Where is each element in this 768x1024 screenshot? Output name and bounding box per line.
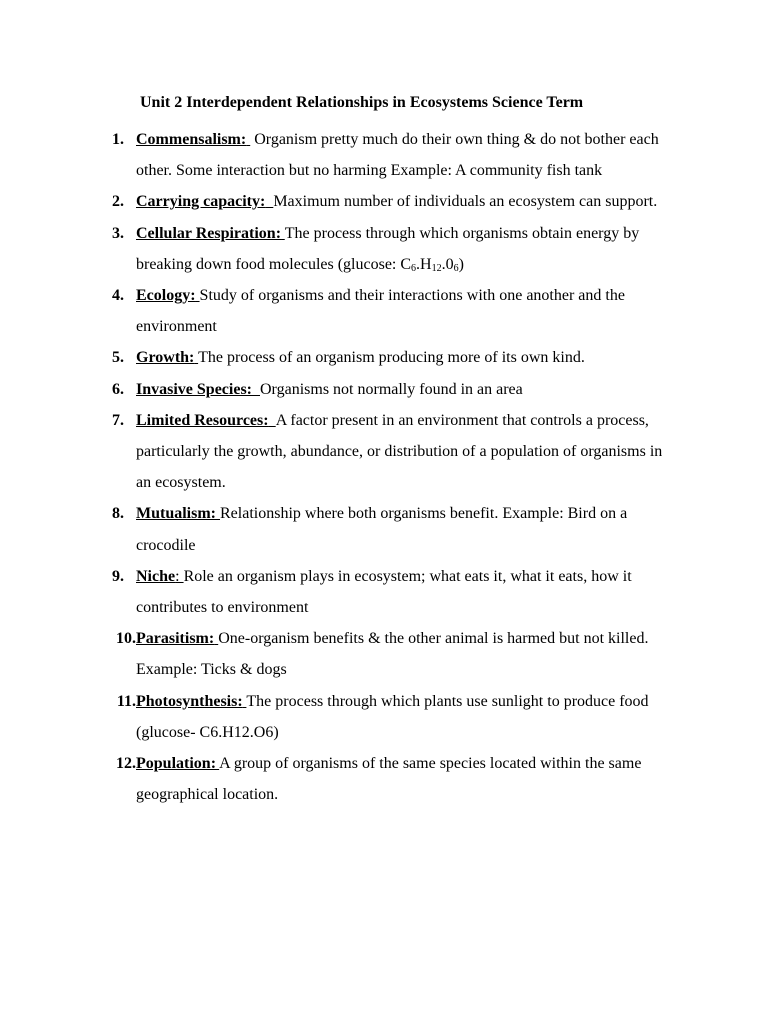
term-item-commensalism	[0, 124, 681, 186]
term-label: Growth:	[136, 349, 195, 367]
formula-subscript: 12	[431, 262, 442, 274]
term-label: Niche	[136, 567, 176, 585]
term-item-carrying-capacity	[0, 186, 681, 217]
term-item-niche	[0, 561, 681, 623]
term-definition: One-organism benefits & the other animal is harmed but not killed. Example: Ticks & dogs	[136, 630, 649, 679]
term-label: Limited Resources:	[136, 411, 269, 429]
term-label: Cellular Respiration:	[136, 224, 282, 242]
term-item-cellular-respiration	[0, 218, 681, 280]
term-number: 2.	[112, 193, 124, 211]
term-definition: Organism pretty much do their own thing & do not bother each other. Some interaction but no harming Example: A community fish tank	[136, 131, 659, 180]
term-item-invasive-species	[0, 374, 681, 405]
term-label: Commensalism:	[136, 131, 247, 148]
term-definition: The process through which plants use sunlight to produce food (glucose- C6.H12.O6)	[136, 692, 649, 741]
term-definition: The process through which organisms obtain energy by breaking down food molecules (glucose: C	[136, 224, 640, 273]
formula-subscript: 6	[453, 262, 459, 274]
term-label: Population:	[136, 755, 217, 773]
term-item-ecology	[0, 280, 681, 342]
term-definition: Study of organisms and their interactions with one another and the environment	[136, 287, 625, 336]
term-number: 4.	[112, 287, 124, 305]
term-definition: Organisms not normally found in an area	[260, 380, 523, 398]
term-gap	[246, 131, 250, 148]
term-number: 3.	[112, 224, 124, 242]
term-number: 11.	[116, 692, 136, 710]
term-label: Carrying capacity:	[136, 193, 266, 211]
term-definition: A group of organisms of the same species located within the same geographical location.	[136, 755, 642, 804]
formula-text: )	[458, 255, 464, 273]
term-number: 9.	[112, 567, 124, 585]
term-number: 12.	[116, 755, 136, 773]
term-label: Ecology:	[136, 287, 196, 305]
formula-text: .0	[441, 255, 454, 273]
term-label: Photosynthesis:	[136, 692, 243, 710]
term-gap	[252, 381, 260, 398]
term-label: Mutualism:	[136, 505, 216, 523]
formula-text: .H	[416, 255, 432, 273]
term-item-limited-resources	[0, 405, 681, 499]
term-label: Parasitism:	[136, 630, 215, 648]
term-item-mutualism	[0, 498, 681, 560]
term-definition: A factor present in an environment that controls a process, particularly the growth, abundance, or distribution of a population of organisms in an ecosystem.	[136, 411, 663, 492]
term-item-population	[0, 748, 681, 810]
term-number: 5.	[112, 349, 124, 367]
term-gap: :	[175, 567, 184, 585]
term-definition: Role an organism plays in ecosystem; what eats it, what it eats, how it contributes to environment	[136, 567, 632, 617]
term-definition: Relationship where both organisms benefit. Example: Bird on a crocodile	[136, 505, 628, 554]
term-number: 6.	[112, 380, 124, 398]
document-title: Unit 2 Interdependent Relationships in Ecosystems Science Term	[140, 94, 584, 111]
term-label: Invasive Species:	[136, 380, 252, 398]
term-number: 8.	[112, 505, 124, 523]
formula-subscript: 6	[411, 262, 417, 274]
term-item-photosynthesis	[0, 686, 681, 748]
term-number: 7.	[112, 411, 124, 429]
term-list	[0, 124, 768, 810]
term-item-parasitism	[0, 623, 681, 685]
term-definition: Maximum number of individuals an ecosystem can support.	[273, 193, 658, 211]
term-number: 10.	[116, 630, 136, 648]
term-number: 1.	[112, 131, 124, 148]
term-item-growth	[0, 342, 681, 373]
term-definition: The process of an organism producing more of its own kind.	[198, 349, 585, 367]
term-gap	[269, 412, 276, 429]
